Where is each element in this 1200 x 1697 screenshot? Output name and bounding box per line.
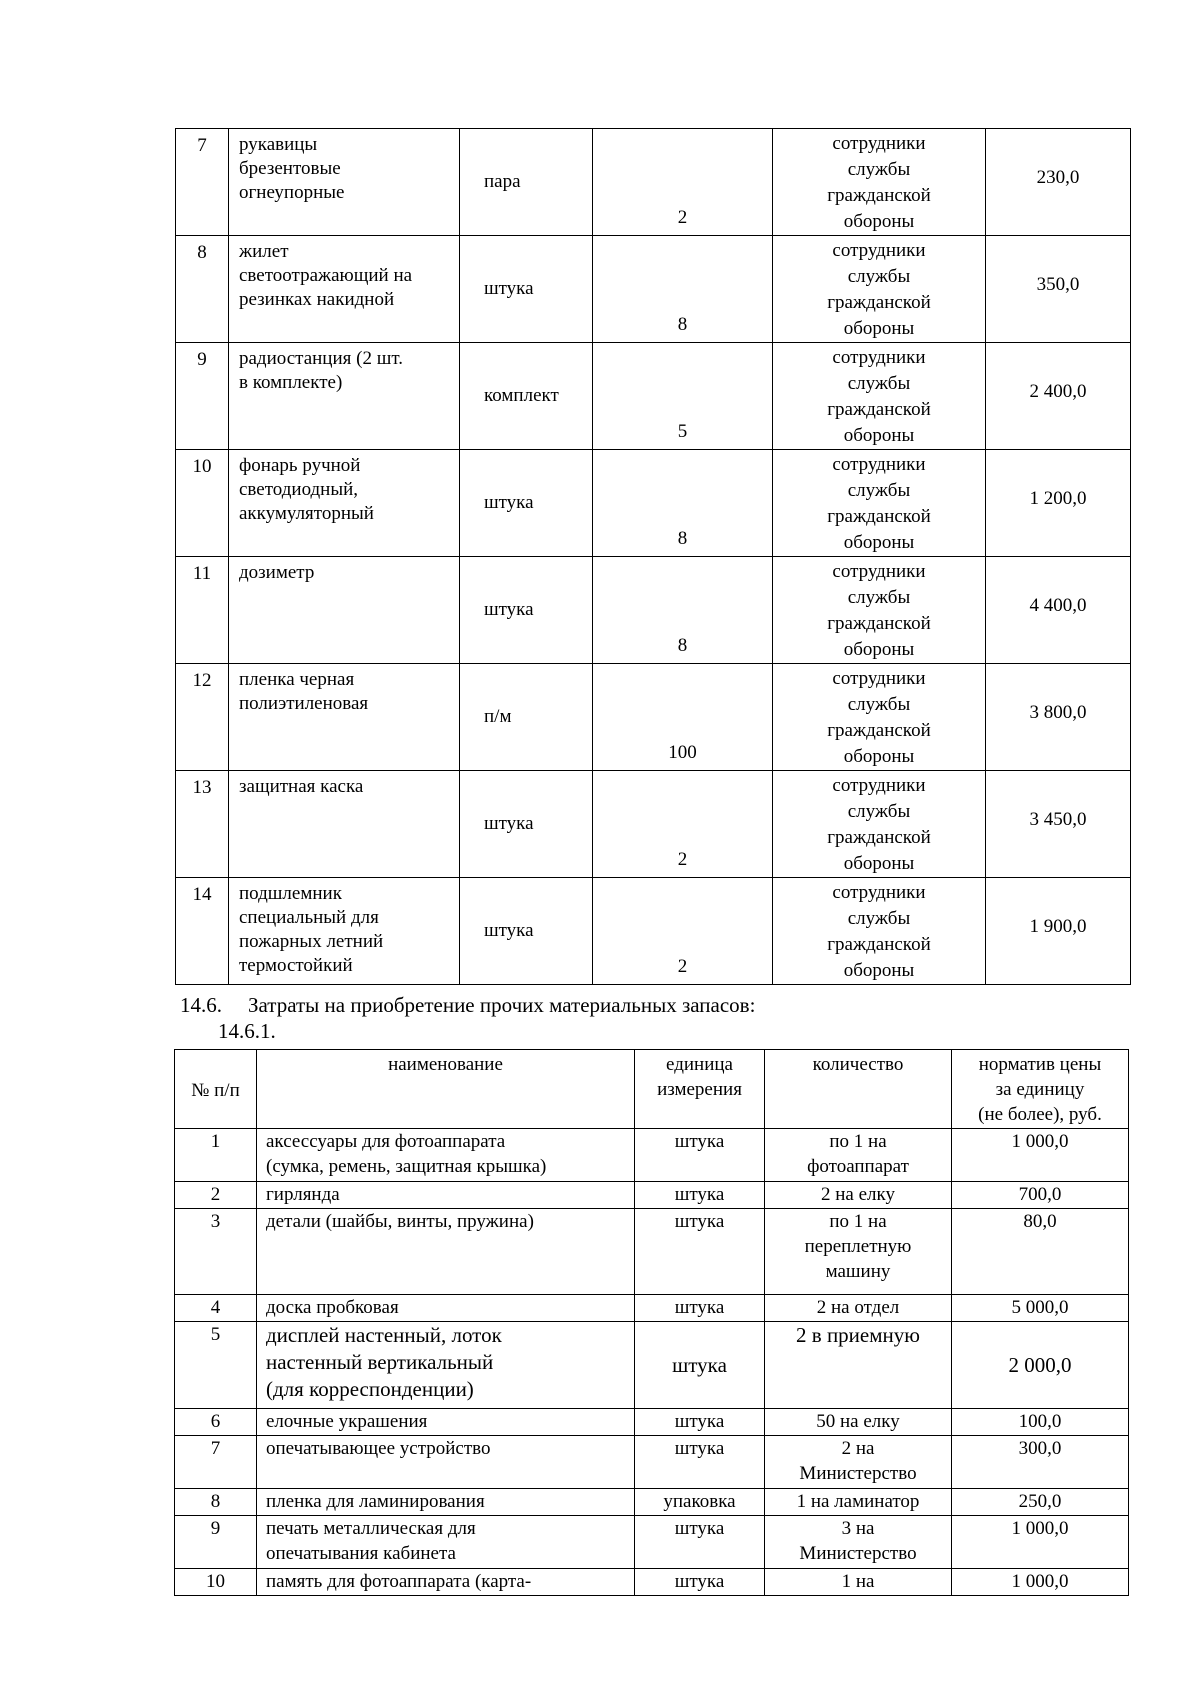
table-row [175,1182,1129,1209]
item-unit: комплект [460,343,593,450]
table-row [175,1409,1129,1436]
item-quantity: 2 [593,771,773,878]
item-price: 3 800,0 [986,664,1131,771]
item-price: 350,0 [986,236,1131,343]
table-row [175,1489,1129,1516]
item-name: подшлемник специальный для пожарных летний термостойкий [229,878,460,985]
item-recipients: сотрудники службы гражданской обороны [773,450,986,557]
subsection-number: 14.6.1. [218,1019,276,1043]
table-row [175,1516,1129,1569]
item-price: 2 000,0 [952,1322,1129,1409]
item-price: 1 000,0 [952,1129,1129,1182]
item-name: аксессуары для фотоаппарата (сумка, ремень, защитная крышка) [257,1129,635,1182]
row-number: 2 [175,1182,257,1209]
item-quantity: 2 на елку [765,1182,952,1209]
item-name: память для фотоаппарата (карта- [257,1569,635,1596]
item-quantity: 50 на елку [765,1409,952,1436]
item-unit: штука [635,1409,765,1436]
item-quantity: 2 [593,878,773,985]
table-row [176,878,1131,985]
row-number: 1 [175,1129,257,1182]
header-unit: единица измерения [635,1050,765,1129]
item-recipients: сотрудники службы гражданской обороны [773,878,986,985]
equipment-table [175,128,1131,985]
item-quantity: 2 на Министерство [765,1436,952,1489]
row-number: 7 [176,129,229,236]
item-quantity: 8 [593,557,773,664]
section-title: Затраты на приобретение прочих материальных запасов: [248,993,756,1017]
item-unit: штука [635,1295,765,1322]
item-quantity: 1 на ламинатор [765,1489,952,1516]
row-number: 14 [176,878,229,985]
item-price: 1 000,0 [952,1569,1129,1596]
item-recipients: сотрудники службы гражданской обороны [773,343,986,450]
item-unit: штука [635,1569,765,1596]
item-unit: штука [460,771,593,878]
item-unit: штука [460,878,593,985]
item-recipients: сотрудники службы гражданской обороны [773,557,986,664]
item-recipients: сотрудники службы гражданской обороны [773,664,986,771]
item-price: 1 200,0 [986,450,1131,557]
item-price: 4 400,0 [986,557,1131,664]
row-number: 7 [175,1436,257,1489]
item-price: 100,0 [952,1409,1129,1436]
item-recipients: сотрудники службы гражданской обороны [773,129,986,236]
item-quantity: 2 в приемную [765,1322,952,1409]
table-row [176,771,1131,878]
item-quantity: по 1 на фотоаппарат [765,1129,952,1182]
item-name: пленка для ламинирования [257,1489,635,1516]
item-unit: штука [635,1322,765,1409]
header-number: № п/п [175,1050,257,1129]
item-name: гирлянда [257,1182,635,1209]
item-unit: штука [635,1129,765,1182]
table-row [175,1436,1129,1489]
row-number: 4 [175,1295,257,1322]
item-price: 300,0 [952,1436,1129,1489]
table-header-row [175,1050,1129,1129]
header-quantity: количество [765,1050,952,1129]
table-row [175,1209,1129,1295]
item-quantity: 8 [593,450,773,557]
row-number: 10 [175,1569,257,1596]
materials-table [174,1049,1129,1596]
item-recipients: сотрудники службы гражданской обороны [773,236,986,343]
item-unit: штука [460,557,593,664]
item-unit: штука [635,1516,765,1569]
table-row [175,1322,1129,1409]
header-price: норматив цены за единицу (не более), руб. [952,1050,1129,1129]
row-number: 13 [176,771,229,878]
item-quantity: 2 [593,129,773,236]
item-price: 1 900,0 [986,878,1131,985]
row-number: 8 [176,236,229,343]
item-name: елочные украшения [257,1409,635,1436]
table-row [176,236,1131,343]
table-row [175,1295,1129,1322]
table-row [176,450,1131,557]
item-unit: упаковка [635,1489,765,1516]
item-unit: штука [635,1436,765,1489]
row-number: 10 [176,450,229,557]
item-price: 1 000,0 [952,1516,1129,1569]
section-number: 14.6. [180,993,222,1017]
item-unit: п/м [460,664,593,771]
row-number: 12 [176,664,229,771]
item-quantity: 1 на [765,1569,952,1596]
item-price: 700,0 [952,1182,1129,1209]
item-name: жилет светоотражающий на резинках накидной [229,236,460,343]
item-name: дозиметр [229,557,460,664]
item-price: 5 000,0 [952,1295,1129,1322]
row-number: 6 [175,1409,257,1436]
item-quantity: 5 [593,343,773,450]
item-name: печать металлическая для опечатывания кабинета [257,1516,635,1569]
item-price: 250,0 [952,1489,1129,1516]
item-unit: штука [635,1209,765,1295]
section-heading [180,992,755,1018]
row-number: 9 [175,1516,257,1569]
row-number: 9 [176,343,229,450]
item-quantity: 3 на Министерство [765,1516,952,1569]
item-price: 3 450,0 [986,771,1131,878]
table-row [176,343,1131,450]
item-price: 2 400,0 [986,343,1131,450]
table-row [176,129,1131,236]
row-number: 8 [175,1489,257,1516]
table-row [175,1569,1129,1596]
row-number: 5 [175,1322,257,1409]
item-name: пленка черная полиэтиленовая [229,664,460,771]
equipment-table-body [176,129,1131,985]
item-name: дисплей настенный, лоток настенный вертикальный (для корреспонденции) [257,1322,635,1409]
item-unit: штука [460,450,593,557]
header-name: наименование [257,1050,635,1129]
item-name: детали (шайбы, винты, пружина) [257,1209,635,1295]
item-unit: штука [460,236,593,343]
row-number: 3 [175,1209,257,1295]
item-price: 230,0 [986,129,1131,236]
item-quantity: 8 [593,236,773,343]
table-row [175,1129,1129,1182]
table-row [176,664,1131,771]
item-name: защитная каска [229,771,460,878]
table-row [176,557,1131,664]
item-name: опечатывающее устройство [257,1436,635,1489]
item-recipients: сотрудники службы гражданской обороны [773,771,986,878]
item-unit: штука [635,1182,765,1209]
item-name: доска пробковая [257,1295,635,1322]
item-name: радиостанция (2 шт. в комплекте) [229,343,460,450]
row-number: 11 [176,557,229,664]
item-quantity: 2 на отдел [765,1295,952,1322]
item-name: рукавицы брезентовые огнеупорные [229,129,460,236]
item-quantity: по 1 на переплетную машину [765,1209,952,1295]
item-unit: пара [460,129,593,236]
item-price: 80,0 [952,1209,1129,1295]
item-quantity: 100 [593,664,773,771]
item-name: фонарь ручной светодиодный, аккумуляторный [229,450,460,557]
